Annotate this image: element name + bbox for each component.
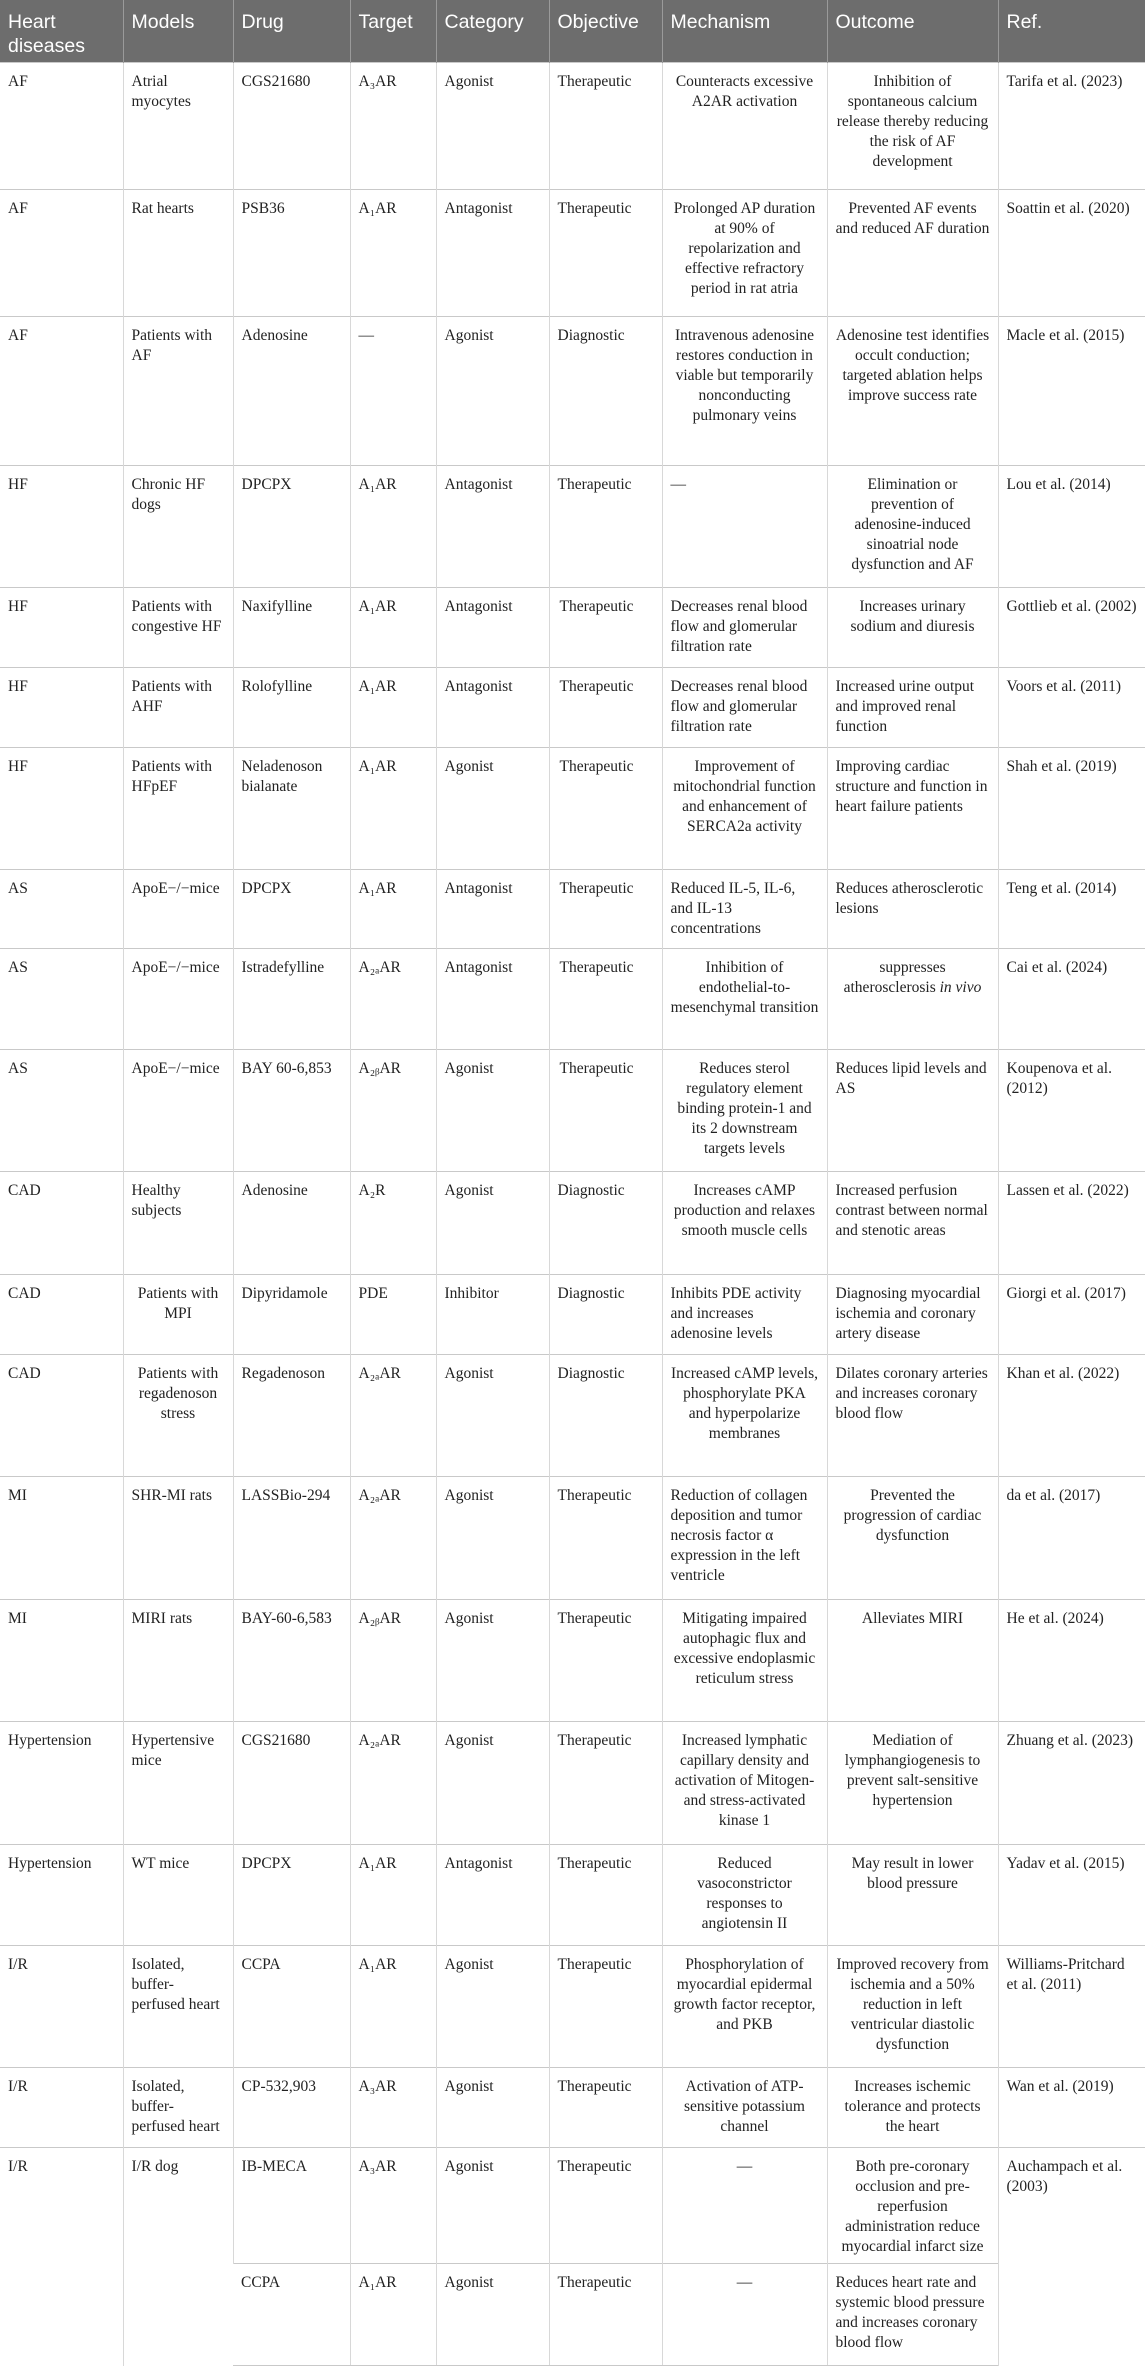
header-heart-diseases: Heart diseases [0,0,123,63]
outcome-cell: Mediation of lymphangiogenesis to prevent salt-sensitive hypertension [827,1722,998,1845]
outcome-cell: Diagnosing myocardial ischemia and coronary artery disease [827,1275,998,1355]
objective-cell: Therapeutic [549,588,662,668]
mechanism-cell: Phosphorylation of myocardial epidermal growth factor receptor, and PKB [662,1946,827,2068]
target-cell: A₂ₐAR [350,1477,436,1600]
ref-cell: Koupenova et al. (2012) [998,1050,1145,1172]
drug-cell: Adenosine [233,1172,350,1275]
mechanism-cell: Increases cAMP production and relaxes smooth muscle cells [662,1172,827,1275]
outcome-cell: Reduces lipid levels and AS [827,1050,998,1172]
target-cell: A₁AR [350,668,436,748]
drug-cell: Rolofylline [233,668,350,748]
ref-cell: Cai et al. (2024) [998,949,1145,1050]
category-cell: Antagonist [436,588,549,668]
mechanism-cell: Intravenous adenosine restores conduction in viable but temporarily nonconducting pulmonary veins [662,317,827,466]
objective-cell: Therapeutic [549,1946,662,2068]
category-cell: Agonist [436,317,549,466]
target-cell: A₂ₐAR [350,949,436,1050]
mechanism-cell: — [662,2264,827,2366]
drug-cell: BAY-60-6,583 [233,1600,350,1722]
disease-cell: AF [0,190,123,317]
objective-cell: Therapeutic [549,1722,662,1845]
outcome-cell: Increases ischemic tolerance and protects the heart [827,2068,998,2148]
model-cell: Hypertensive mice [123,1722,233,1845]
model-cell: Atrial myocytes [123,63,233,190]
ref-cell: Khan et al. (2022) [998,1355,1145,1477]
table-row [0,1050,1145,1172]
category-cell: Agonist [436,63,549,190]
table-row [0,949,1145,1050]
target-cell: A₂ₐAR [350,1355,436,1477]
drug-cell: CGS21680 [233,1722,350,1845]
category-cell: Agonist [436,748,549,870]
category-cell: Antagonist [436,668,549,748]
outcome-text: suppresses atherosclerosis [843,959,946,996]
ref-cell: Williams-Pritchard et al. (2011) [998,1946,1145,2068]
objective-cell: Therapeutic [549,2068,662,2148]
target-cell: A₂ₐAR [350,1722,436,1845]
outcome-cell: Inhibition of spontaneous calcium release thereby reducing the risk of AF development [827,63,998,190]
header-target: Target [350,0,436,63]
target-cell: A₁AR [350,748,436,870]
objective-cell: Therapeutic [549,949,662,1050]
outcome-cell: Both pre-coronary occlusion and pre-reperfusion administration reduce myocardial infarct size [827,2148,998,2264]
category-cell: Antagonist [436,466,549,588]
disease-cell: Hypertension [0,1722,123,1845]
disease-cell: CAD [0,1355,123,1477]
category-cell: Agonist [436,1050,549,1172]
outcome-cell: Increases urinary sodium and diuresis [827,588,998,668]
objective-cell: Therapeutic [549,1845,662,1946]
model-cell: WT mice [123,1845,233,1946]
model-cell: Patients with regadenoson stress [123,1355,233,1477]
table-row [0,2068,1145,2148]
disease-cell: I/R [0,2148,123,2366]
model-cell: Patients with MPI [123,1275,233,1355]
table-row [0,317,1145,466]
header-mechanism: Mechanism [662,0,827,63]
outcome-cell: Dilates coronary arteries and increases coronary blood flow [827,1355,998,1477]
target-cell: A₁AR [350,190,436,317]
objective-cell: Diagnostic [549,1172,662,1275]
target-cell: A₃AR [350,2068,436,2148]
category-cell: Agonist [436,1172,549,1275]
table-row [0,1355,1145,1477]
outcome-cell: Prevented the progression of cardiac dysfunction [827,1477,998,1600]
table-row [0,2148,1145,2264]
model-cell: Patients with AHF [123,668,233,748]
mechanism-cell: Counteracts excessive A2AR activation [662,63,827,190]
objective-cell: Therapeutic [549,63,662,190]
model-cell: Patients with AF [123,317,233,466]
category-cell: Agonist [436,1477,549,1600]
outcome-cell: Increased perfusion contrast between normal and stenotic areas [827,1172,998,1275]
objective-cell: Diagnostic [549,1355,662,1477]
drug-cell: CCPA [233,1946,350,2068]
target-cell: A₂R [350,1172,436,1275]
mechanism-cell: Inhibits PDE activity and increases adenosine levels [662,1275,827,1355]
outcome-cell: Reduces atherosclerotic lesions [827,870,998,949]
drug-cell: PSB36 [233,190,350,317]
ref-cell: Voors et al. (2011) [998,668,1145,748]
mechanism-cell: Prolonged AP duration at 90% of repolarization and effective refractory period in rat atria [662,190,827,317]
model-cell: Rat hearts [123,190,233,317]
model-cell: Chronic HF dogs [123,466,233,588]
drug-cell: IB-MECA [233,2148,350,2264]
objective-cell: Therapeutic [549,870,662,949]
drug-cell: DPCPX [233,1845,350,1946]
header-outcome: Outcome [827,0,998,63]
ref-cell: Yadav et al. (2015) [998,1845,1145,1946]
ref-cell: Tarifa et al. (2023) [998,63,1145,190]
mechanism-cell: Reduction of collagen deposition and tumor necrosis factor α expression in the left ventricle [662,1477,827,1600]
drug-cell: CGS21680 [233,63,350,190]
objective-cell: Therapeutic [549,1477,662,1600]
table-row [0,190,1145,317]
mechanism-cell: Increased cAMP levels, phosphorylate PKA and hyperpolarize membranes [662,1355,827,1477]
model-cell: I/R dog [123,2148,233,2366]
drug-cell: Naxifylline [233,588,350,668]
drug-cell: DPCPX [233,870,350,949]
disease-cell: AF [0,317,123,466]
target-cell: A₁AR [350,1946,436,2068]
drug-cell: DPCPX [233,466,350,588]
drug-cell: BAY 60-6,853 [233,1050,350,1172]
outcome-cell: Improving cardiac structure and function in heart failure patients [827,748,998,870]
target-cell: A₁AR [350,1845,436,1946]
target-cell: PDE [350,1275,436,1355]
disease-cell: CAD [0,1275,123,1355]
objective-cell: Therapeutic [549,466,662,588]
target-cell: A₃AR [350,2148,436,2264]
table-row [0,1172,1145,1275]
ref-cell: Auchampach et al. (2003) [998,2148,1145,2366]
model-cell: ApoE−/−mice [123,1050,233,1172]
table-row [0,1275,1145,1355]
target-cell: — [350,317,436,466]
drug-cell: Dipyridamole [233,1275,350,1355]
header-category: Category [436,0,549,63]
ref-cell: Lou et al. (2014) [998,466,1145,588]
outcome-cell: Improved recovery from ischemia and a 50% reduction in left ventricular diastolic dysfunction [827,1946,998,2068]
ref-cell: Giorgi et al. (2017) [998,1275,1145,1355]
category-cell: Antagonist [436,870,549,949]
table-row [0,1946,1145,2068]
mechanism-cell: Reduced vasoconstrictor responses to angiotensin II [662,1845,827,1946]
outcome-cell [827,949,998,1050]
model-cell: SHR-MI rats [123,1477,233,1600]
ref-cell: Zhuang et al. (2023) [998,1722,1145,1845]
outcome-cell: Alleviates MIRI [827,1600,998,1722]
category-cell: Inhibitor [436,1275,549,1355]
category-cell: Antagonist [436,949,549,1050]
table-row [0,1600,1145,1722]
outcome-cell: Prevented AF events and reduced AF duration [827,190,998,317]
mechanism-cell: Decreases renal blood flow and glomerular filtration rate [662,588,827,668]
objective-cell: Therapeutic [549,1050,662,1172]
model-cell: MIRI rats [123,1600,233,1722]
header-models: Models [123,0,233,63]
table-row [0,1845,1145,1946]
drug-cell: CP-532,903 [233,2068,350,2148]
disease-cell: I/R [0,2068,123,2148]
model-cell: ApoE−/−mice [123,949,233,1050]
disease-cell: CAD [0,1172,123,1275]
category-cell: Agonist [436,2068,549,2148]
target-cell: A₁AR [350,870,436,949]
model-cell: Isolated, buffer-perfused heart [123,1946,233,2068]
target-cell: A₂ᵦAR [350,1050,436,1172]
disease-cell: AF [0,63,123,190]
target-cell: A₁AR [350,466,436,588]
objective-cell: Therapeutic [549,1600,662,1722]
drug-cell: CCPA [233,2264,350,2366]
mechanism-cell: Activation of ATP-sensitive potassium channel [662,2068,827,2148]
ref-cell: Wan et al. (2019) [998,2068,1145,2148]
header-row [0,0,1145,63]
ref-cell: Shah et al. (2019) [998,748,1145,870]
mechanism-cell: Reduces sterol regulatory element binding protein-1 and its 2 downstream targets levels [662,1050,827,1172]
drug-cell: LASSBio-294 [233,1477,350,1600]
mechanism-cell: Inhibition of endothelial-to-mesenchymal transition [662,949,827,1050]
ref-cell: Macle et al. (2015) [998,317,1145,466]
disease-cell: Hypertension [0,1845,123,1946]
table-row [0,466,1145,588]
category-cell: Agonist [436,2148,549,2264]
ref-cell: He et al. (2024) [998,1600,1145,1722]
model-cell: Isolated, buffer-perfused heart [123,2068,233,2148]
category-cell: Agonist [436,1355,549,1477]
drug-cell: Neladenoson bialanate [233,748,350,870]
mechanism-cell: Mitigating impaired autophagic flux and excessive endoplasmic reticulum stress [662,1600,827,1722]
drug-cell: Istradefylline [233,949,350,1050]
table-row [0,1722,1145,1845]
category-cell: Agonist [436,1600,549,1722]
model-cell: Patients with HFpEF [123,748,233,870]
disease-cell: I/R [0,1946,123,2068]
target-cell: A₂ᵦAR [350,1600,436,1722]
table-row [0,870,1145,949]
table-row [0,588,1145,668]
mechanism-cell: — [662,2148,827,2264]
outcome-cell: Increased urine output and improved renal function [827,668,998,748]
outcome-cell: Elimination or prevention of adenosine-induced sinoatrial node dysfunction and AF [827,466,998,588]
disease-cell: MI [0,1477,123,1600]
objective-cell: Diagnostic [549,1275,662,1355]
header-drug: Drug [233,0,350,63]
table-row [0,668,1145,748]
category-cell: Agonist [436,2264,549,2366]
table-row [0,63,1145,190]
mechanism-cell: — [662,466,827,588]
outcome-cell: May result in lower blood pressure [827,1845,998,1946]
table-row [0,1477,1145,1600]
disease-cell: AS [0,1050,123,1172]
disease-cell: AS [0,949,123,1050]
outcome-italic-text: in vivo [939,979,982,996]
disease-cell: HF [0,668,123,748]
category-cell: Antagonist [436,1845,549,1946]
objective-cell: Therapeutic [549,668,662,748]
drug-cell: Adenosine [233,317,350,466]
header-ref: Ref. [998,0,1145,63]
table-row [0,748,1145,870]
ref-cell: Soattin et al. (2020) [998,190,1145,317]
mechanism-cell: Improvement of mitochondrial function and enhancement of SERCA2a activity [662,748,827,870]
drug-cell: Regadenoson [233,1355,350,1477]
ref-cell: da et al. (2017) [998,1477,1145,1600]
target-cell: A₁AR [350,2264,436,2366]
outcome-cell: Reduces heart rate and systemic blood pressure and increases coronary blood flow [827,2264,998,2366]
disease-cell: HF [0,748,123,870]
ref-cell: Gottlieb et al. (2002) [998,588,1145,668]
disease-cell: MI [0,1600,123,1722]
ref-cell: Teng et al. (2014) [998,870,1145,949]
objective-cell: Therapeutic [549,190,662,317]
ref-cell: Lassen et al. (2022) [998,1172,1145,1275]
objective-cell: Therapeutic [549,2148,662,2264]
model-cell: Healthy subjects [123,1172,233,1275]
mechanism-cell: Decreases renal blood flow and glomerular filtration rate [662,668,827,748]
disease-cell: AS [0,870,123,949]
target-cell: A₁AR [350,588,436,668]
objective-cell: Therapeutic [549,2264,662,2366]
category-cell: Antagonist [436,190,549,317]
category-cell: Agonist [436,1722,549,1845]
disease-cell: HF [0,466,123,588]
outcome-cell: Adenosine test identifies occult conduction; targeted ablation helps improve success rate [827,317,998,466]
mechanism-cell: Increased lymphatic capillary density and activation of Mitogen- and stress-activated kinase 1 [662,1722,827,1845]
disease-cell: HF [0,588,123,668]
model-cell: Patients with congestive HF [123,588,233,668]
category-cell: Agonist [436,1946,549,2068]
target-cell: A₃AR [350,63,436,190]
objective-cell: Therapeutic [549,748,662,870]
header-objective: Objective [549,0,662,63]
objective-cell: Diagnostic [549,317,662,466]
model-cell: ApoE−/−mice [123,870,233,949]
mechanism-cell: Reduced IL-5, IL-6, and IL-13 concentrations [662,870,827,949]
